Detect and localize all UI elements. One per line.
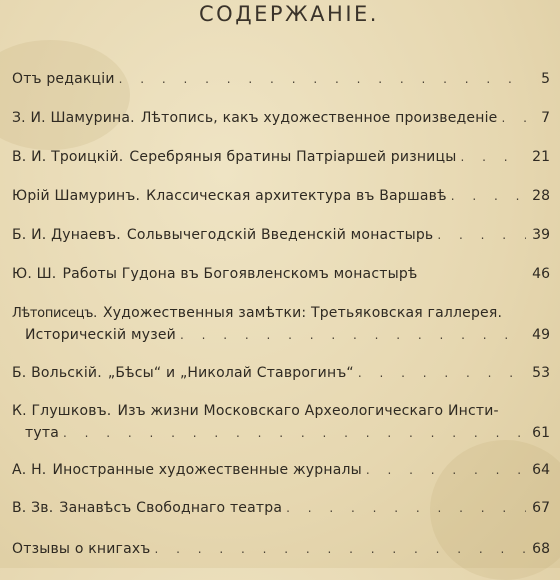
toc-entry-author: А. Н. (12, 462, 47, 478)
toc-entry (12, 263, 550, 285)
toc-entry-page: 46 (532, 266, 550, 282)
toc-entry-page: 64 (532, 462, 550, 478)
toc-entry-title: Классическая архитектура въ Варшавѣ (146, 188, 447, 204)
toc-entry-title: Работы Гудона въ Богоявленскомъ монастырѣ (62, 266, 418, 282)
toc-entry-title: Художественныя замѣтки: Третьяковская галлерея. (103, 305, 503, 321)
toc-entry-page: 61 (532, 425, 550, 441)
toc-entry-title: Серебряныя братины Патріаршей ризницы (129, 149, 457, 165)
toc-entry-title: Иностранные художественные журналы (52, 462, 362, 478)
toc-entry (12, 362, 550, 384)
toc-entry-page: 68 (532, 541, 550, 557)
toc-entry-page: 67 (532, 500, 550, 516)
dot-leader (437, 224, 526, 246)
dot-leader (460, 146, 526, 168)
toc-entry (12, 68, 550, 90)
dot-leader (451, 185, 526, 207)
toc-entry (12, 497, 550, 519)
toc-entry-author: В. Зв. (12, 500, 54, 516)
toc-entry-author: Лѣтописецъ. (12, 306, 97, 321)
toc-entry-page: 49 (532, 327, 550, 343)
toc-entry-page: 7 (541, 110, 550, 126)
dot-leader (366, 459, 526, 481)
toc-entry-title: Отъ редакціи (12, 71, 115, 87)
toc-entry (12, 459, 550, 481)
page-title: СОДЕРЖАНІЕ. (199, 2, 379, 26)
dot-leader (119, 68, 526, 90)
dot-leader (358, 362, 526, 384)
toc-entry (12, 107, 550, 129)
toc-entry-title-continued: Историческій музей (25, 327, 176, 343)
toc-entry (12, 302, 550, 346)
toc-entry (12, 224, 550, 246)
toc-entry (12, 146, 550, 168)
toc-entry-author: Юрій Шамуринъ. (12, 188, 141, 204)
toc-entry-title: Изъ жизни Московскаго Археологическаго Инсти- (117, 403, 499, 419)
toc-entry-title-continued: тута (25, 425, 59, 441)
dot-leader (501, 107, 526, 129)
toc-entry-title: Отзывы о книгахъ (12, 541, 151, 557)
toc-entry-page: 53 (532, 365, 550, 381)
dot-leader (63, 422, 526, 444)
toc-entry-author: В. И. Троицкій. (12, 149, 124, 165)
toc-entry-page: 5 (541, 71, 550, 87)
toc-entry-author: Ю. Ш. (12, 266, 57, 282)
toc-entry (12, 538, 550, 560)
toc-entry-title: Лѣтопись, какъ художественное произведеніе (140, 110, 498, 126)
toc-entry-author: З. И. Шамурина. (12, 110, 135, 126)
toc-entry-author: Б. И. Дунаевъ. (12, 227, 121, 243)
dot-leader (180, 324, 526, 346)
toc-entry-page: 21 (532, 149, 550, 165)
dot-leader (154, 538, 526, 560)
toc-entry-page: 39 (532, 227, 550, 243)
toc-entry-title: Сольвычегодскій Введенскій монастырь (126, 227, 434, 243)
toc-entry-author: К. Глушковъ. (12, 403, 112, 419)
toc-entry-title: „Бѣсы“ и „Николай Ставрогинъ“ (107, 365, 354, 381)
dot-leader (286, 497, 526, 519)
toc-entry-page: 28 (532, 188, 550, 204)
toc-entry-author: Б. Вольскій. (12, 365, 102, 381)
toc-entry (12, 400, 550, 444)
toc-entry (12, 185, 550, 207)
paper-stain (0, 40, 130, 150)
toc-entry-title: Занавѣсъ Свободнаго театра (59, 500, 283, 516)
